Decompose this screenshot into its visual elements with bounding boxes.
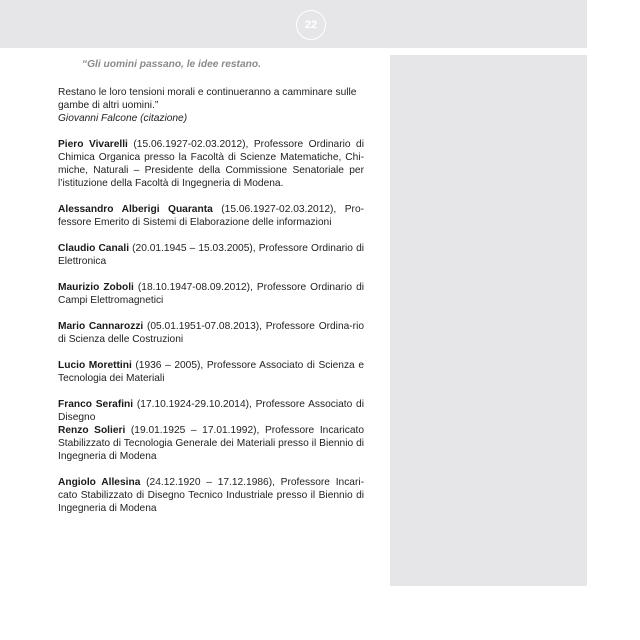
entry-text: (1936 – 2005), Professore Associato di Scienza e Tecnologia dei Materiali: [58, 360, 364, 384]
entry-text: (19.01.1925 – 17.01.1992), Professore Incaricato Stabilizzato di Tecnologia Generale dei Materiali presso il Biennio di Ingegneria di Modena: [58, 425, 364, 462]
quote-author: Giovanni Falcone (citazione): [58, 113, 188, 124]
entry-allesina: [58, 476, 364, 515]
entry-name: Alessandro Alberigi Quaranta: [58, 204, 213, 215]
entry-canali: [58, 242, 364, 268]
entry-text: (15.06.1927-02.03.2012), Pro-fessore Emerito di Sistemi di Elaborazione delle informazioni: [58, 204, 364, 228]
quote: [58, 86, 364, 125]
side-panel: [390, 55, 587, 586]
entry-serafini: [58, 398, 364, 424]
entry-cannarozzi: [58, 320, 364, 346]
page-number-badge: 22: [296, 10, 326, 40]
entry-text: (24.12.1920 – 17.12.1986), Professore Incari-cato Stabilizzato di Disegno Tecnico Industriale presso il Biennio di Ingegneria di Modena: [58, 477, 364, 514]
header-band: [0, 0, 587, 48]
entry-vivarelli: [58, 138, 364, 190]
entry-name: Mario Cannarozzi: [58, 321, 144, 332]
motto: “Gli uomini passano, le idee restano.: [82, 59, 261, 70]
entry-morettini: [58, 359, 364, 385]
entry-name: Franco Serafini: [58, 399, 134, 410]
entry-text: (17.10.1924-29.10.2014), Professore Associato di Disegno: [58, 399, 364, 423]
entry-text: (20.01.1945 – 15.03.2005), Professore Ordinario di Elettronica: [58, 243, 364, 267]
text-column: [58, 58, 364, 528]
entry-alberigi-quaranta: [58, 203, 364, 229]
entry-name: Maurizio Zoboli: [58, 282, 134, 293]
entry-name: Claudio Canali: [58, 243, 130, 254]
quote-text: Restano le loro tensioni morali e continueranno a camminare sulle gambe di altri uomini.”: [58, 87, 357, 111]
entry-name: Piero Vivarelli: [58, 139, 128, 150]
entry-solieri: [58, 424, 364, 463]
entry-text: (15.06.1927-02.03.2012), Professore Ordinario di Chimica Organica presso la Facoltà di Scienze Matematiche, Chi-miche, Naturali – Presidente della Commissione Senatoriale per l’istituzione della Facoltà di Ingegneria di Modena.: [58, 139, 364, 189]
entry-name: Renzo Solieri: [58, 425, 126, 436]
entry-text: (05.01.1951-07.08.2013), Professore Ordina-rio di Scienza delle Costruzioni: [58, 321, 364, 345]
entry-name: Angiolo Allesina: [58, 477, 141, 488]
entry-name: Lucio Morettini: [58, 360, 132, 371]
entry-text: (18.10.1947-08.09.2012), Professore Ordinario di Campi Elettromagnetici: [58, 282, 364, 306]
entry-zoboli: [58, 281, 364, 307]
